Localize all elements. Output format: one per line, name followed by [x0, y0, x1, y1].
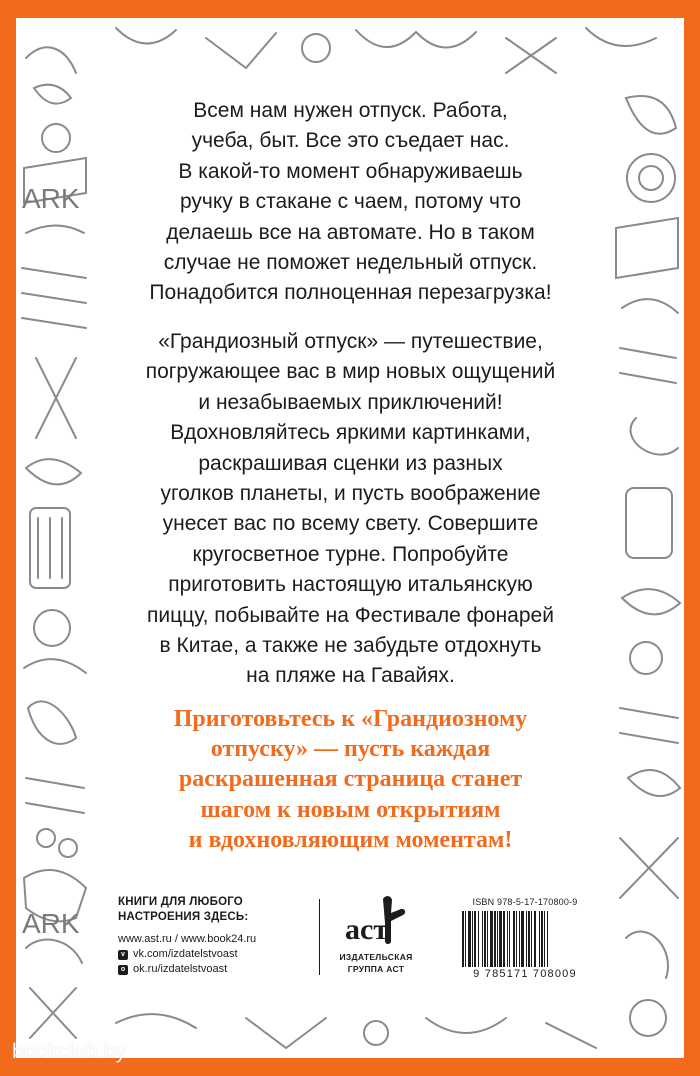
barcode-bar — [474, 911, 476, 967]
barcode-bar — [472, 911, 473, 967]
promo-paragraph: Приготовьтесь к «Грандиозному отпуску» — пусть каждая раскрашенная страница станет шагом к новым открытиям и вдохновляющим моментам! — [173, 706, 528, 853]
footer-websites[interactable]: www.ast.ru / www.book24.ru — [118, 933, 257, 945]
barcode-bar — [490, 911, 493, 967]
barcode-bar — [526, 911, 527, 967]
barcode-bar — [528, 911, 530, 967]
barcode-bar — [484, 911, 486, 967]
footer-heading-line1: КНИГИ ДЛЯ ЛЮБОГО — [118, 896, 243, 908]
barcode-bar — [487, 911, 488, 967]
ok-icon: o — [118, 965, 128, 975]
barcode — [460, 911, 590, 967]
footer-heading-line2: НАСТРОЕНИЯ ЗДЕСЬ: — [118, 911, 249, 923]
barcode-bar — [478, 911, 479, 967]
barcode-bar — [507, 911, 508, 967]
watermark: bookclub.by — [12, 1040, 127, 1063]
publisher-footer — [88, 883, 613, 985]
description-paragraph: «Грандиозный отпуск» — путешествие, погружающее вас в мир новых ощущений и незабываемых приключений! Вдохновляйтесь яркими картинками, раскрашивая сценки из разных уголков планеты, и пусть воображение унесет вас по всему свету. Совершите кругосветное турне. Попробуйте приготовить настоящую итальянскую пиццу, побывайте на Фестивале фонарей в Китае, а также не забудьте отдохнуть на пляже на Гавайях. — [145, 330, 556, 688]
vk-icon: v — [118, 950, 128, 960]
intro-paragraph: Всем нам нужен отпуск. Работа, учеба, быт. Все это съедает нас. В какой-то момент обнаруживаешь ручку в стакане с чаем, потому что делаешь все на автомате. Но в таком случае не поможет недельный отпуск. Понадобится полноценная перезагрузка! — [149, 99, 552, 305]
footer-ok-link[interactable]: o ok.ru/izdatelstvoast — [118, 962, 318, 977]
doodle-text-ark-top: ARK — [22, 183, 80, 214]
text-panel — [88, 80, 613, 985]
publisher-caption: ИЗДАТЕЛЬСКАЯ ГРУППА АСТ — [339, 952, 413, 974]
barcode-bar — [497, 911, 498, 967]
barcode-number: 9 785171 708009 — [473, 968, 577, 980]
barcode-bar — [468, 911, 471, 967]
barcode-bar — [499, 911, 502, 967]
barcode-bar — [516, 911, 517, 967]
logo-text: аст — [345, 913, 389, 946]
barcode-bar — [521, 911, 524, 967]
barcode-bar — [494, 911, 496, 967]
barcode-bar — [509, 911, 510, 967]
barcode-bar — [465, 911, 466, 967]
barcode-bar — [519, 911, 520, 967]
ast-logo-icon — [331, 893, 421, 951]
footer-divider — [319, 899, 320, 975]
footer-links — [118, 895, 318, 977]
doodle-text-ark-bottom: ARK — [22, 908, 80, 939]
barcode-bar — [513, 911, 515, 967]
barcode-bar — [531, 911, 532, 967]
barcode-bar — [547, 911, 548, 967]
barcode-bar — [539, 911, 540, 967]
publisher-logo — [331, 893, 421, 983]
barcode-bar — [503, 911, 505, 967]
barcode-bar — [462, 911, 464, 967]
barcode-bar — [544, 911, 545, 967]
footer-vk-link[interactable]: v vk.com/izdatelstvoast — [118, 947, 318, 962]
isbn-label: ISBN 978-5-17-170800-9 — [472, 897, 578, 907]
barcode-bar — [534, 911, 536, 967]
barcode-bar — [482, 911, 483, 967]
barcode-bar — [541, 911, 543, 967]
